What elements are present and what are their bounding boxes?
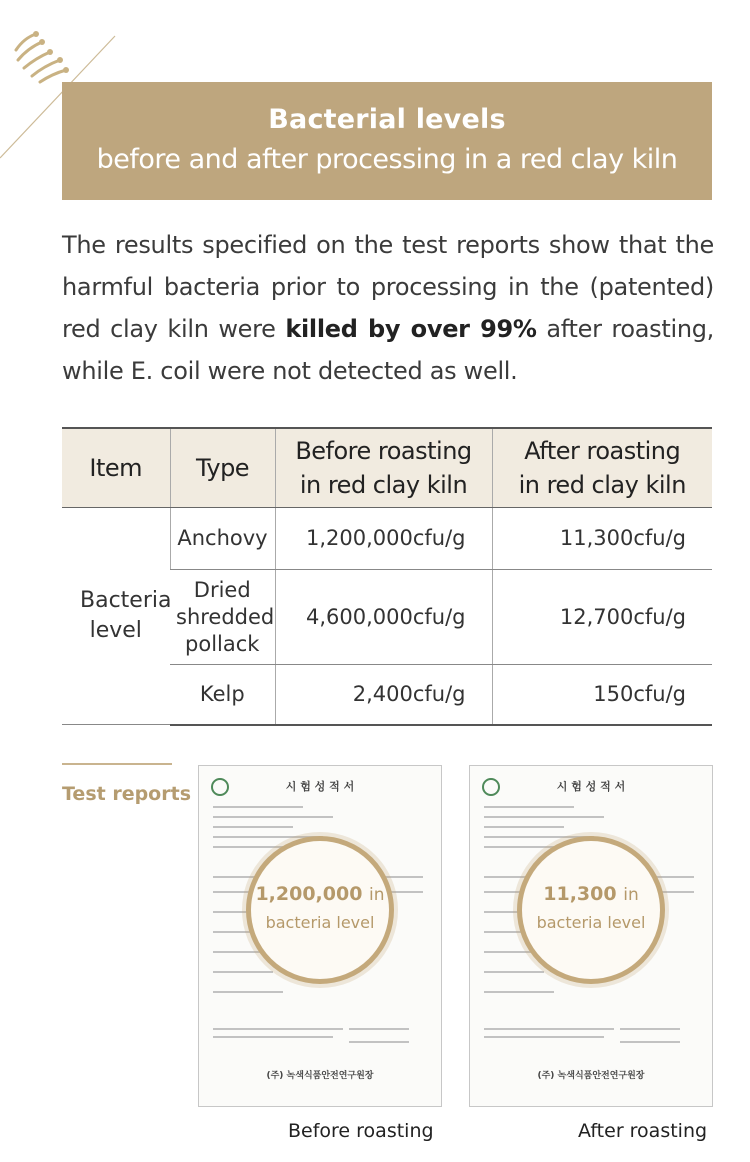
- intro-text-1: The results specified on the test reports show that the harmful bacteria prior to processing in the (patented) red clay kiln were: [62, 231, 714, 343]
- report-footer: (주) 녹색식품안전연구원장: [537, 1071, 645, 1081]
- banner-title: Bacterial levels: [268, 104, 506, 135]
- intro-highlight: killed by over 99%: [285, 315, 537, 343]
- item-cell: Bacteria level: [62, 508, 170, 725]
- intro-paragraph: [62, 224, 714, 392]
- after-highlight-circle: [517, 836, 665, 984]
- report-title: 시 험 성 적 서: [556, 780, 626, 793]
- after-level: bacteria level: [536, 913, 646, 932]
- before-level: bacteria level: [265, 913, 375, 932]
- type-cell: Dried shredded pollack: [170, 570, 275, 665]
- after-value: 11,300: [543, 883, 617, 905]
- before-cell: 1,200,000cfu/g: [275, 508, 492, 570]
- before-value: 1,200,000: [255, 883, 363, 905]
- caption-before: Before roasting: [288, 1120, 434, 1142]
- before-in: in: [369, 885, 385, 905]
- section-divider: [62, 763, 172, 765]
- intro-text-2: after roasting, while E. coil were not detected as well.: [62, 315, 715, 385]
- table-row: [62, 508, 712, 570]
- table-header-row: [62, 428, 712, 508]
- title-banner: [62, 82, 712, 200]
- after-cell: 150cfu/g: [492, 665, 712, 725]
- banner-subtitle: before and after processing in a red clay kiln: [96, 144, 678, 175]
- after-cell: 12,700cfu/g: [492, 570, 712, 665]
- report-title: 시 험 성 적 서: [285, 780, 355, 793]
- caption-after: After roasting: [578, 1120, 708, 1142]
- test-report-before-image: [198, 765, 442, 1107]
- header-type: Type: [170, 428, 275, 508]
- type-cell: Kelp: [170, 665, 275, 725]
- before-cell: 4,600,000cfu/g: [275, 570, 492, 665]
- before-highlight-circle: [246, 836, 394, 984]
- after-in: in: [623, 885, 639, 905]
- anchovy-logo-icon: [10, 20, 80, 90]
- test-report-after-image: [469, 765, 713, 1107]
- type-cell: Anchovy: [170, 508, 275, 570]
- before-cell: 2,400cfu/g: [275, 665, 492, 725]
- header-before: Before roasting in red clay kiln: [275, 428, 492, 508]
- bacteria-table: [62, 427, 712, 726]
- header-after: After roasting in red clay kiln: [492, 428, 712, 508]
- after-cell: 11,300cfu/g: [492, 508, 712, 570]
- header-item: Item: [62, 428, 170, 508]
- report-footer: (주) 녹색식품안전연구원장: [266, 1071, 374, 1081]
- test-reports-label: Test reports: [62, 783, 192, 805]
